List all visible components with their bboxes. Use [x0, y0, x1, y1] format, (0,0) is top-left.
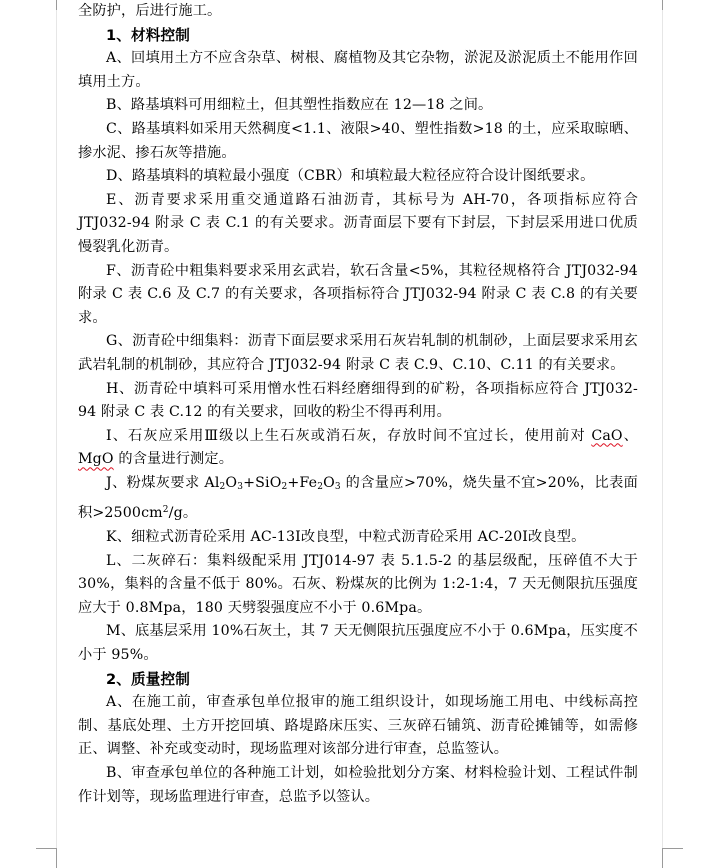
page-margin-line-right [662, 0, 663, 868]
crop-mark-bottom-right-h [663, 848, 683, 849]
formula-cao: CaO [591, 427, 623, 444]
subscript: 3 [237, 481, 244, 492]
paragraph-material-j [78, 472, 638, 526]
crop-mark-bottom-left [56, 848, 57, 868]
paragraph-continuation: 全防护，后进行施工。 [78, 3, 222, 19]
paragraph-quality-b: B、审查承包单位的各种施工计划，如检验批划分方案、材料检验计划、工程试件制作计划等，现场监理进行审查，总监予以签认。 [78, 765, 638, 805]
document-body [78, 0, 638, 809]
superscript: 2 [162, 505, 169, 516]
subscript: 2 [317, 481, 324, 492]
page-margin-line-left [56, 0, 57, 868]
text-segment: I、石灰应采用Ⅲ级以上生石灰或消石灰，存放时间不宜过长，使用前对 [106, 427, 592, 444]
crop-mark-top-left [56, 0, 57, 10]
text-segment: O [323, 474, 335, 491]
subscript: 2 [281, 481, 288, 492]
text-segment: 的含量进行测定。 [113, 451, 234, 468]
text-segment: O [225, 474, 238, 491]
crop-mark-bottom-left-h [36, 848, 56, 849]
heading-material-control: 1、材料控制 [106, 26, 191, 44]
text-segment: +SiO [243, 474, 282, 491]
subscript: 2 [219, 481, 226, 492]
heading-quality-control: 2、质量控制 [106, 670, 191, 688]
text-segment: J、粉煤灰要求 Al [106, 474, 220, 491]
text-segment: 、 [622, 427, 638, 444]
text-segment: +Fe [287, 474, 318, 491]
text-segment: /g。 [168, 505, 198, 522]
paragraph-material-m: M、底基层采用 10%石灰土，其 7 天无侧限抗压强度应不小于 0.6Mpa，压实度不小于 95%。 [78, 623, 638, 664]
paragraph-material-a: A、回填用土方不应含杂草、树根、腐植物及其它杂物，淤泥及淤泥质土不能用作回填用土方。 [78, 50, 638, 90]
paragraph-material-f: F、沥青砼中粗集料要求采用玄武岩，软石含量<5%，其粒径规格符合 JTJ032-94 附录 C 表 C.6 及 C.7 的有关要求，各项指标符合 JTJ032-94 附录 C 表 C.8 的有关要求。 [78, 262, 638, 326]
formula-mgo: MgO [78, 451, 114, 468]
paragraph-material-d: D、路基填料的填粒最小强度（CBR）和填粒最大粒径应符合设计图纸要求。 [106, 168, 595, 185]
paragraph-material-b: B、路基填料可用细粒土，但其塑性指数应在 12—18 之间。 [106, 97, 493, 114]
crop-mark-bottom-right [662, 848, 663, 868]
crop-mark-top-right [662, 0, 663, 10]
paragraph-material-k: K、细粒式沥青砼采用 AC-13Ⅰ改良型，中粒式沥青砼采用 AC-20Ⅰ改良型。 [106, 529, 586, 546]
paragraph-material-g: G、沥青砼中细集料：沥青下面层要求采用石灰岩轧制的机制砂，上面层要求采用玄武岩轧制的机制砂，其应符合 JTJ032-94 附录 C 表 C.9、C.10、C.11 的有关要求。 [78, 333, 638, 373]
subscript: 3 [334, 481, 341, 492]
paragraph-material-h: H、沥青砼中填料可采用憎水性石料经磨细得到的矿粉，各项指标应符合 JTJ032-94 附录 C 表 C.12 的有关要求，回收的粉尘不得再利用。 [78, 380, 638, 421]
paragraph-material-l: L、二灰碎石：集料级配采用 JTJ014-97 表 5.1.5-2 的基层级配，压碎值不大于 30%，集料的含量不低于 80%。石灰、粉煤灰的比例为 1:2-1:4，7 天无侧限抗压强度应大于 0.8Mpa，180 天劈裂强度应不小于 0.6Mpa。 [78, 552, 638, 616]
text-segment: 的含量应>70%，烧失量不宜>20%，比表面积>2500cm [78, 474, 639, 522]
paragraph-material-i [78, 425, 638, 472]
paragraph-quality-a: A、在施工前，审查承包单位报审的施工组织设计，如现场施工用电、中线标高控制、基底处理、土方开挖回填、路堤路床压实、三灰碎石铺筑、沥青砼摊铺等，如需修正、调整、补充或变动时，现场监理对该部分进行审查，总监签认。 [78, 694, 638, 758]
paragraph-material-c: C、路基填料如采用天然稠度<1.1、液限>40、塑性指数>18 的土，应采取晾晒、掺水泥、掺石灰等措施。 [78, 120, 638, 161]
paragraph-material-e: E、沥青要求采用重交通道路石油沥青，其标号为 AH-70，各项指标应符合 JTJ032-94 附录 C 表 C.1 的有关要求。沥青面层下要有下封层，下封层采用进口优质慢裂乳化沥青。 [78, 191, 638, 255]
